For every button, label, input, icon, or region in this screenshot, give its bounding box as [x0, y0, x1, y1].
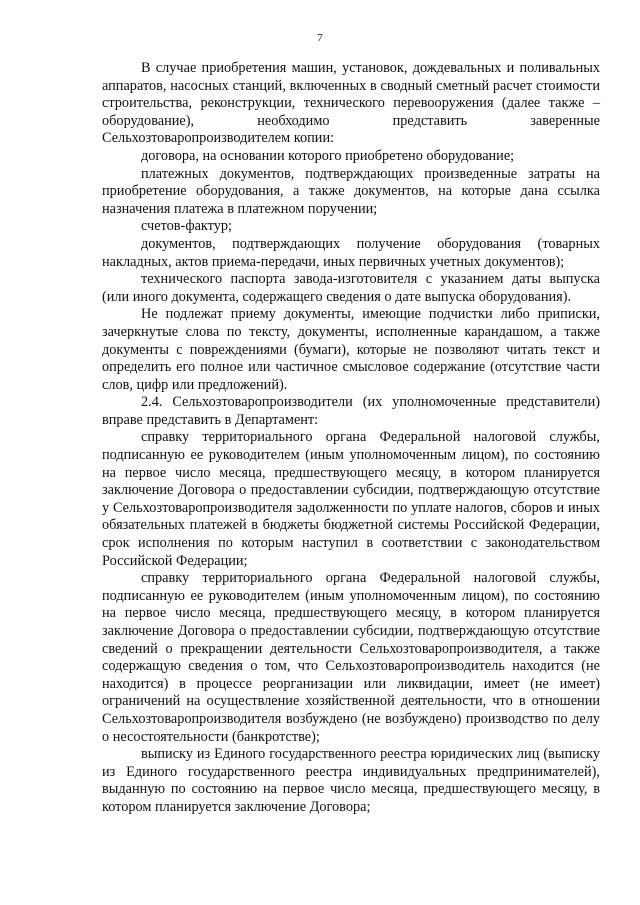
paragraph-equipment-intro: В случае приобретения машин, установок, дождевальных и поливальных аппаратов, насосных станций, включенных в сводный сметный расчет стоимости строительства, реконструкции, технического перевооружения (далее также – оборудование), необходимо представить заверенные Сельхозтоваропроизводителем копии:	[102, 60, 600, 147]
page-number: 7	[317, 32, 323, 44]
paragraph-rejected-documents: Не подлежат приему документы, имеющие подчистки либо приписки, зачеркнутые слова по тексту, документы, исполненные карандашом, а также документы с повреждениями (бумаги), которые не позволяют читать текст и определить его полное или частичное смысловое содержание (отсутствие части слов, цифр или предложений).	[102, 306, 600, 393]
list-item-tax-debt-certificate: справку территориального органа Федеральной налоговой службы, подписанную ее руководителем (иным уполномоченным лицом), по состоянию на первое число месяца, предшествующего месяцу, в котором планируется заключение Договора о предоставлении субсидии, подтверждающую отсутствие у Сельхозтоваропроизводителя задолженности по уплате налогов, сборов и иных обязательных платежей в бюджеты бюджетной системы Российской Федерации, срок исполнения по которым наступил в соответствии с законодательством Российской Федерации;	[102, 429, 600, 569]
section-2-4-heading: 2.4. Сельхозтоваропроизводители (их уполномоченные представители) вправе представить в Департамент:	[102, 394, 600, 428]
list-item-invoices: счетов-фактур;	[141, 218, 233, 235]
list-item-technical-passport: технического паспорта завода-изготовителя с указанием даты выпуска (или иного документа, содержащего сведения о дате выпуска оборудования).	[102, 271, 600, 305]
list-item-contract: договора, на основании которого приобретено оборудование;	[141, 147, 515, 164]
list-item-payment-documents: платежных документов, подтверждающих произведенные затраты на приобретение оборудования, а также документов, на которые дана ссылка назначения платежа в платежном поручении;	[102, 165, 600, 217]
document-body	[102, 60, 600, 817]
list-item-activity-certificate: справку территориального органа Федеральной налоговой службы, подписанную ее руководителем (иным уполномоченным лицом), по состоянию на первое число месяца, предшествующего месяцу, в котором планируется заключение Договора о предоставлении субсидии, подтверждающую отсутствие сведений о прекращении деятельности Сельхозтоваропроизводителя, а также содержащую сведения о том, что Сельхозтоваропроизводитель находится (не находится) в процессе реорганизации или ликвидации, имеет (не имеет) ограничений на осуществление хозяйственной деятельности, что в отношении Сельхозтоваропроизводителя возбуждено (не возбуждено) производство по делу о несостоятельности (банкротстве);	[102, 570, 600, 745]
list-item-registry-extract: выписку из Единого государственного реестра юридических лиц (выписку из Единого государственного реестра индивидуальных предпринимателей), выданную по состоянию на первое число месяца, предшествующего месяцу, в котором планируется заключение Договора;	[102, 746, 600, 815]
list-item-receipt-documents: документов, подтверждающих получение оборудования (товарных накладных, актов приема-передачи, иных первичных учетных документов);	[102, 235, 600, 270]
